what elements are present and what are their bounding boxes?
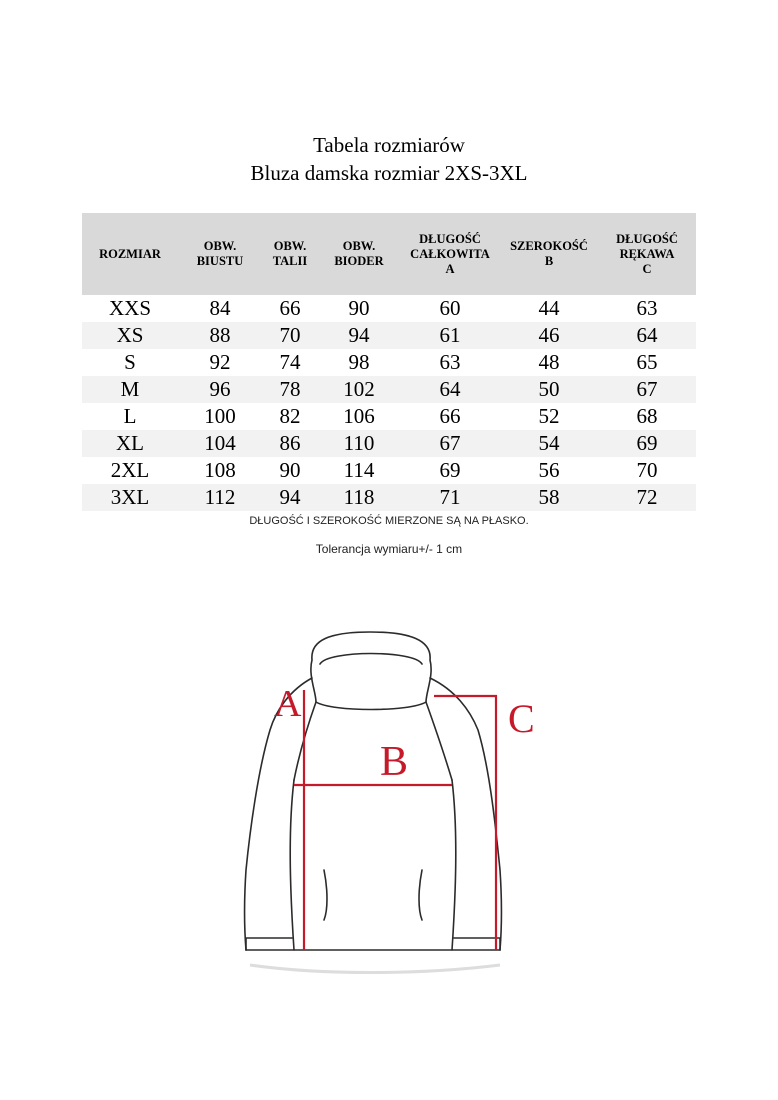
table-row bbox=[82, 430, 696, 457]
measurement-cell: 70 bbox=[262, 322, 318, 349]
tolerance-note: Tolerancja wymiaru+/- 1 cm bbox=[315, 542, 463, 556]
header-hips: OBW. BIODER bbox=[318, 213, 400, 295]
table-body bbox=[82, 295, 696, 511]
left-cuff bbox=[246, 938, 292, 950]
left-side-seam bbox=[290, 780, 294, 950]
page-title: Tabela rozmiarów bbox=[313, 133, 465, 157]
table-row bbox=[82, 484, 696, 511]
label-b: B bbox=[380, 739, 409, 785]
measurement-cell: 74 bbox=[279, 350, 301, 374]
table-row bbox=[82, 403, 696, 430]
right-cuff bbox=[454, 938, 500, 950]
measurement-cell: 67 bbox=[598, 376, 696, 403]
measurement-cell: 63 bbox=[439, 350, 461, 374]
measurement-cell: 86 bbox=[262, 430, 318, 457]
right-side-seam bbox=[452, 780, 456, 950]
measurement-cell: 56 bbox=[538, 458, 560, 482]
measurement-cell: 78 bbox=[262, 376, 318, 403]
measurement-cell: 100 bbox=[204, 404, 236, 428]
table-header-row bbox=[82, 213, 696, 295]
size-cell: XL bbox=[82, 430, 178, 457]
right-sleeve-inner bbox=[426, 702, 452, 780]
measurement-cell: 64 bbox=[598, 322, 696, 349]
measurement-cell: 118 bbox=[318, 484, 400, 511]
measurement-cell: 63 bbox=[636, 296, 658, 320]
measurement-cell: 69 bbox=[598, 430, 696, 457]
header-width: SZEROKOŚĆ B bbox=[500, 213, 598, 295]
measurement-note: DŁUGOŚĆ I SZEROKOŚĆ MIERZONE SĄ NA PŁASKO. bbox=[249, 515, 529, 527]
measurement-cell: 54 bbox=[500, 430, 598, 457]
measurement-cell: 60 bbox=[439, 296, 461, 320]
hood-inner-line bbox=[320, 654, 422, 665]
label-a: A bbox=[274, 683, 302, 725]
ground-shadow bbox=[250, 965, 500, 973]
size-cell: 3XL bbox=[82, 484, 178, 511]
size-cell: XXS bbox=[108, 296, 151, 320]
measurement-cell: 66 bbox=[279, 296, 301, 320]
table-row bbox=[82, 322, 696, 349]
table-row bbox=[82, 295, 696, 322]
header-waist: OBW. TALII bbox=[262, 213, 318, 295]
hoodie-diagram bbox=[220, 620, 560, 990]
header-sleeve-length: DŁUGOŚĆ RĘKAWA C bbox=[598, 213, 696, 295]
measurement-cell: 61 bbox=[400, 322, 500, 349]
measurement-cell: 58 bbox=[500, 484, 598, 511]
measurement-cell: 114 bbox=[343, 458, 375, 482]
measurement-cell: 72 bbox=[598, 484, 696, 511]
table-row bbox=[82, 376, 696, 403]
label-c: C bbox=[508, 696, 535, 741]
measurement-cell: 52 bbox=[538, 404, 560, 428]
size-cell: XS bbox=[82, 322, 178, 349]
size-cell: S bbox=[124, 350, 136, 374]
hood-outline bbox=[311, 632, 431, 710]
measure-c-line bbox=[434, 696, 496, 950]
measurement-cell: 104 bbox=[178, 430, 262, 457]
measurement-cell: 69 bbox=[439, 458, 461, 482]
measurement-cell: 110 bbox=[318, 430, 400, 457]
header-size: ROZMIAR bbox=[82, 213, 178, 295]
measurement-cell: 108 bbox=[204, 458, 236, 482]
measurement-cell: 48 bbox=[538, 350, 560, 374]
measurement-cell: 98 bbox=[348, 350, 370, 374]
size-cell: L bbox=[123, 404, 137, 428]
measurement-cell: 90 bbox=[279, 458, 301, 482]
measurement-cell: 44 bbox=[538, 296, 560, 320]
measurement-cell: 102 bbox=[318, 376, 400, 403]
measurement-cell: 71 bbox=[400, 484, 500, 511]
right-body-outline bbox=[430, 678, 502, 950]
measurement-cell: 106 bbox=[343, 404, 375, 428]
table-row bbox=[82, 457, 696, 484]
right-pocket bbox=[419, 870, 422, 920]
size-cell: 2XL bbox=[110, 458, 150, 482]
measurement-cell: 94 bbox=[318, 322, 400, 349]
measurement-cell: 94 bbox=[262, 484, 318, 511]
size-cell: M bbox=[82, 376, 178, 403]
table-row bbox=[82, 349, 696, 376]
measurement-cell: 67 bbox=[400, 430, 500, 457]
measurement-cell: 66 bbox=[439, 404, 461, 428]
page-subtitle: Bluza damska rozmiar 2XS-3XL bbox=[250, 161, 528, 185]
measurement-cell: 88 bbox=[178, 322, 262, 349]
measurement-cell: 96 bbox=[178, 376, 262, 403]
measurement-cell: 46 bbox=[500, 322, 598, 349]
measurement-cell: 50 bbox=[500, 376, 598, 403]
measurement-cell: 64 bbox=[400, 376, 500, 403]
measurement-cell: 70 bbox=[636, 458, 658, 482]
left-pocket bbox=[324, 870, 327, 920]
measurement-cell: 68 bbox=[636, 404, 658, 428]
measurement-cell: 82 bbox=[279, 404, 301, 428]
measurement-cell: 112 bbox=[178, 484, 262, 511]
measurement-cell: 92 bbox=[209, 350, 231, 374]
measurement-cell: 84 bbox=[209, 296, 231, 320]
header-bust: OBW. BIUSTU bbox=[178, 213, 262, 295]
measurement-cell: 90 bbox=[348, 296, 370, 320]
measurement-cell: 65 bbox=[636, 350, 658, 374]
size-table bbox=[82, 213, 696, 511]
header-total-length: DŁUGOŚĆ CAŁKOWITA A bbox=[400, 213, 500, 295]
